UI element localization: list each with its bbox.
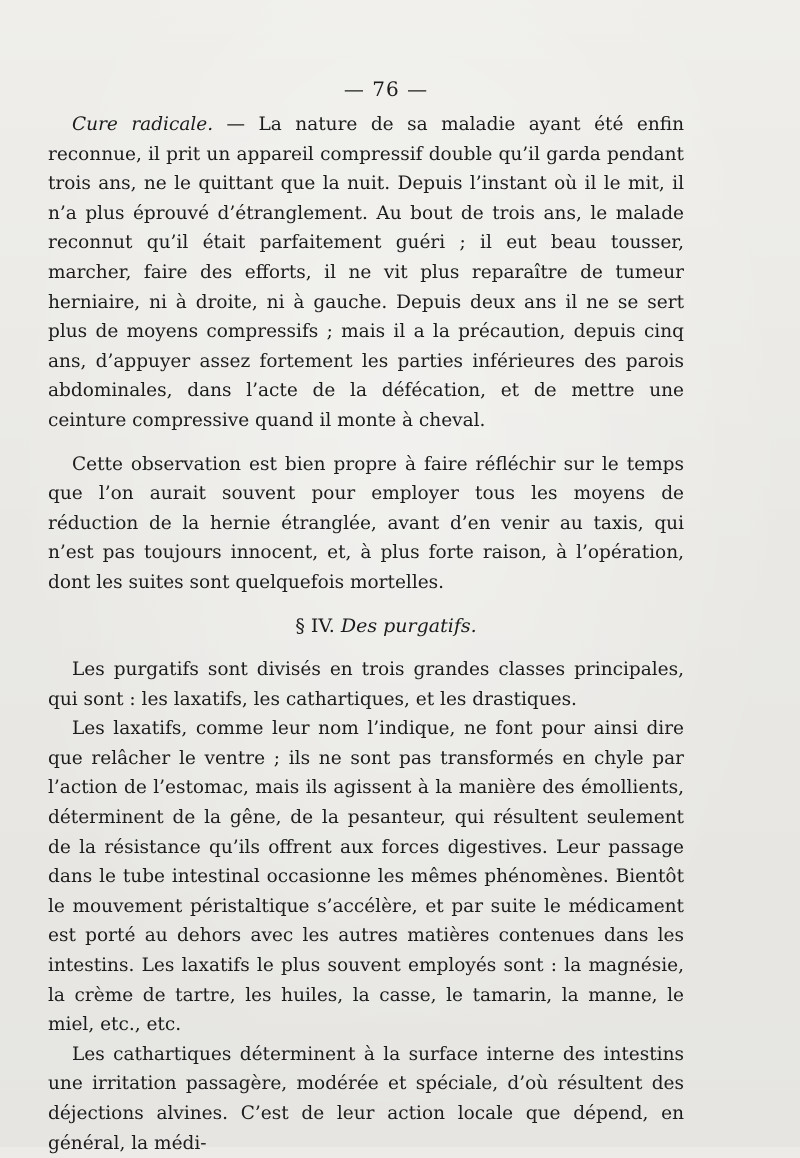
paragraph-observation: Cette observation est bien propre à faire réfléchir sur le temps que l’on aurait souvent pour employer tous les moyens de réduction de la hernie étranglée, avant d’en venir au taxis, qui n’est pas toujours innocent, et, à plus forte raison, à l’opération, dont les suites sont quelquefois mortelles. (48, 453, 684, 593)
paragraph-purgatifs-classes: Les purgatifs sont divisés en trois grandes classes principales, qui sont : les laxatifs, les cathartiques, et les drastiques. (48, 659, 684, 710)
section-mark: § IV. (295, 614, 335, 637)
paragraph-laxatifs: Les laxatifs, comme leur nom l’indique, ne font pour ainsi dire que relâcher le ventre ; ils ne sont pas transformés en chyle par l’action de l’estomac, mais ils agissent à la manière des émollients, déterminent de la gêne, de la pesanteur, qui résultent seulement de la résistance qu’ils offrent aux forces digestives. Leur passage dans le tube intestinal occasionne les mêmes phénomènes. Bientôt le mouvement péristaltique s’accélère, et par suite le médicament est porté au dehors avec les autres matières contenues dans les intestins. Les laxatifs le plus souvent employés sont : la magnésie, la crème de tartre, les huiles, la casse, le tamarin, la manne, le miel, etc., etc. (48, 718, 684, 1036)
paragraph-cure-radicale (48, 110, 684, 436)
page-text (48, 74, 684, 1158)
page-number: — 76 — (343, 77, 429, 101)
section-heading (48, 612, 684, 642)
paragraph-lead-italic: Cure radicale. (72, 114, 214, 135)
paragraph-cathartiques: Les cathartiques déterminent à la surface interne des intestins une irritation passagère, modérée et spéciale, d’où résultent des déjections alvines. C’est de leur action locale que dépend, en général, la médi- (48, 1043, 684, 1154)
section-title: Des purgatifs. (340, 614, 477, 637)
paragraph-body: — La nature de sa maladie ayant été enfin reconnue, il prit un appareil compressif double qu’il garda pendant trois ans, ne le quittant que la nuit. Depuis l’instant où il le mit, il n’a plus éprouvé d’étranglement. Au bout de trois ans, le malade reconnut qu’il était parfaitement guéri ; il eut beau tousser, marcher, faire des efforts, il ne vit plus reparaître de tumeur herniaire, ni à droite, ni à gauche. Depuis deux ans il ne se sert plus de moyens compressifs ; mais il a la précaution, depuis cinq ans, d’appuyer assez fortement les parties inférieures des parois abdominales, dans l’acte de la défécation, et de mettre une ceinture compressive quand il monte à cheval. (48, 114, 684, 431)
